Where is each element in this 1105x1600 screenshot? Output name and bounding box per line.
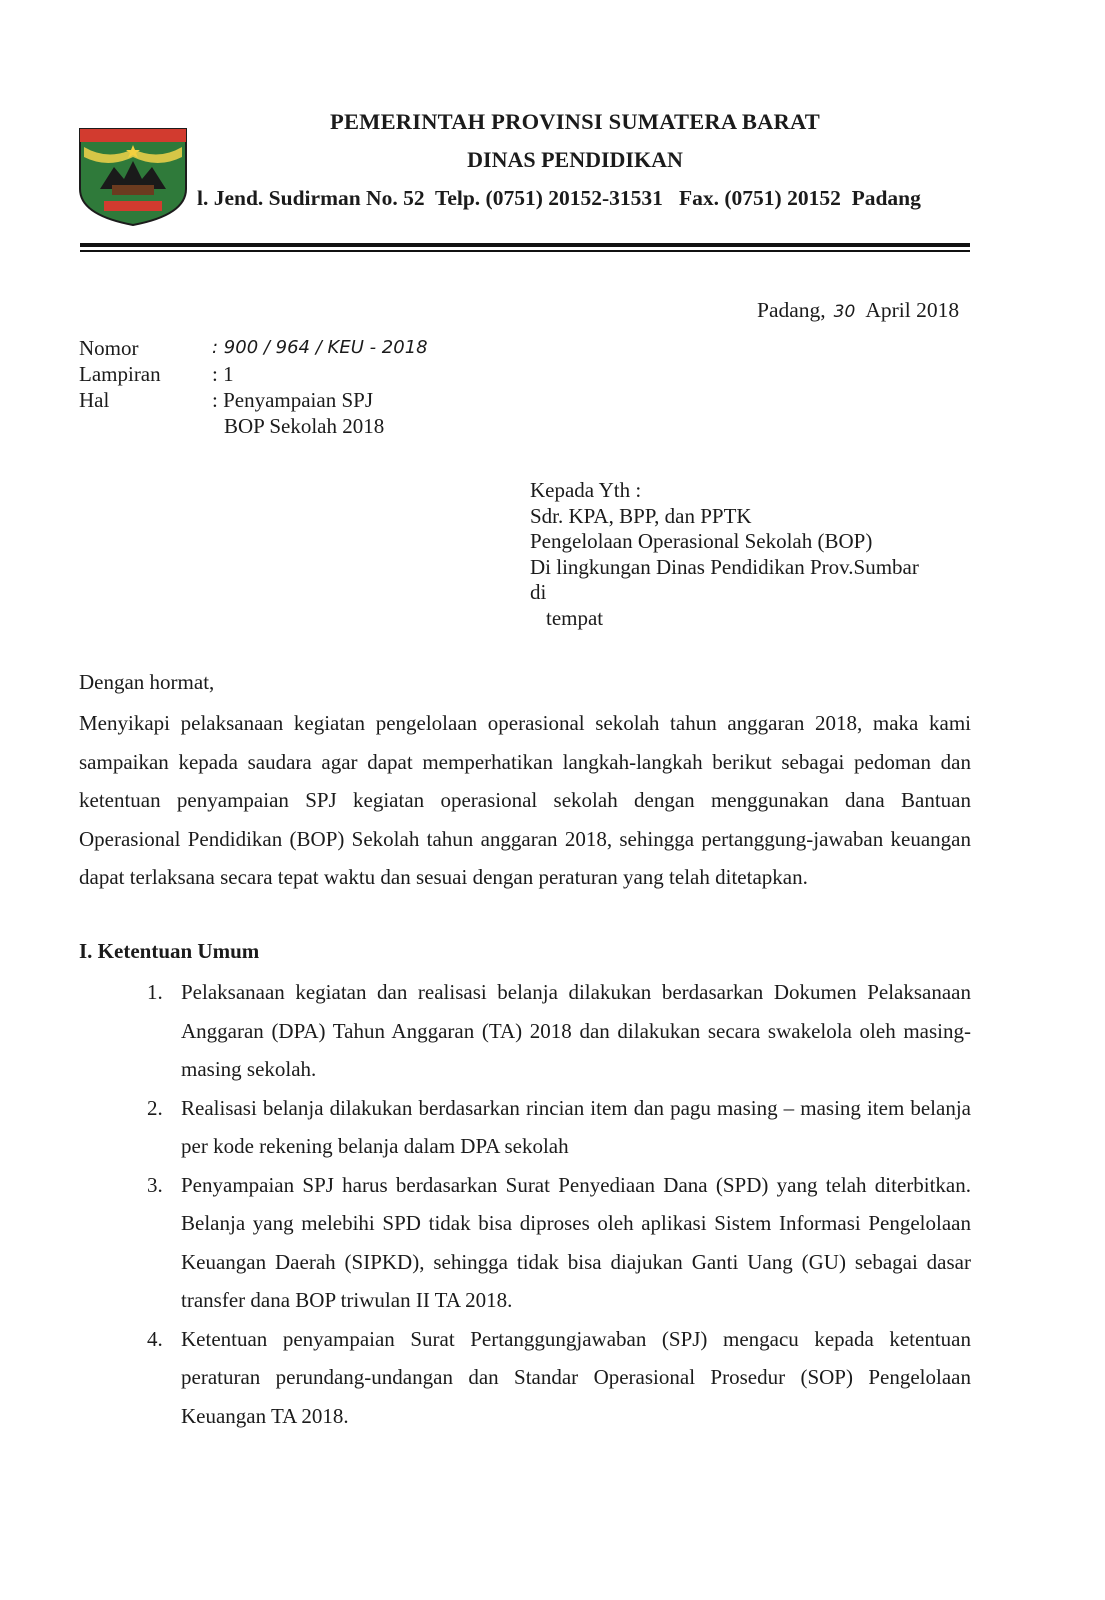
list-item-number: 3. xyxy=(147,1172,163,1197)
list-item-text: Realisasi belanja dilakukan berdasarkan rincian item dan pagu masing – masing item belanja per kode rekening belanja dalam DPA sekolah xyxy=(181,1095,971,1158)
list-item-number: 4. xyxy=(147,1326,163,1351)
lampiran-value: : 1 xyxy=(212,362,234,386)
body-paragraph: Menyikapi pelaksanaan kegiatan pengelolaan operasional sekolah tahun anggaran 2018, maka kami sampaikan kepada saudara agar dapat memperhatikan langkah-langkah berikut sebagai pedoman dan ketentuan penyampaian SPJ kegiatan operasional sekolah dengan menggunakan dana Bantuan Operasional Pendidikan (BOP) Sekolah tahun anggaran 2018, sehingga pertanggung-jawaban keuangan dapat terlaksana secara tepat waktu dan sesuai dengan peraturan yang telah ditetapkan. xyxy=(79,711,971,889)
letter-body xyxy=(79,668,971,897)
list-item xyxy=(79,1089,971,1166)
address-line: Kepada Yth : xyxy=(530,478,642,502)
list-item xyxy=(79,973,971,1089)
list-item-number: 2. xyxy=(147,1095,163,1120)
list-item xyxy=(79,1320,971,1436)
letterhead-address: l. Jend. Sudirman No. 52 Telp. (0751) 20152-31531 Fax. (0751) 20152 Padang xyxy=(197,186,921,210)
lampiran-label: Lampiran xyxy=(79,362,161,386)
address-line: Sdr. KPA, BPP, dan PPTK xyxy=(530,503,752,528)
list-item-text: Penyampaian SPJ harus berdasarkan Surat Penyediaan Dana (SPD) yang telah diterbitkan. Belanja yang melebihi SPD tidak bisa diproses oleh aplikasi Sistem Informasi Pengelolaan Keuangan Daerah (SIPKD), sehingga tidak bisa diajukan Ganti Uang (GU) sebagai dasar transfer dana BOP triwulan II TA 2018. xyxy=(181,1172,971,1312)
nomor-label: Nomor xyxy=(79,336,139,360)
nomor-value-handwritten: : 900 / 964 / KEU - 2018 xyxy=(212,337,428,358)
recipient-address xyxy=(530,478,919,632)
date-place: Padang, xyxy=(757,298,826,322)
section-general-provisions xyxy=(79,937,971,1435)
letterhead-government-name: PEMERINTAH PROVINSI SUMATERA BARAT xyxy=(330,109,820,134)
province-emblem-logo xyxy=(78,127,188,227)
address-line: di xyxy=(530,580,547,605)
letter-date xyxy=(757,298,959,323)
hal-label: Hal xyxy=(79,388,110,412)
provisions-list xyxy=(79,973,971,1435)
hal-value-continued: BOP Sekolah 2018 xyxy=(224,414,385,438)
date-day-handwritten: 30 xyxy=(833,302,856,322)
date-month-year: April 2018 xyxy=(865,298,960,322)
address-line: tempat xyxy=(546,605,604,630)
address-line: Di lingkungan Dinas Pendidikan Prov.Sumbar xyxy=(530,554,919,579)
letterhead-divider-thick xyxy=(80,243,970,247)
section-title: I. Ketentuan Umum xyxy=(79,939,260,963)
list-item-number: 1. xyxy=(147,980,163,1004)
address-line: Pengelolaan Operasional Sekolah (BOP) xyxy=(530,529,873,554)
list-item-text: Ketentuan penyampaian Surat Pertanggungjawaban (SPJ) mengacu kepada ketentuan peraturan perundang-undangan dan Standar Operasional Prosedur (SOP) Pengelolaan Keuangan TA 2018. xyxy=(181,1326,971,1428)
list-item xyxy=(79,1166,971,1320)
list-item-text: Pelaksanaan kegiatan dan realisasi belanja dilakukan berdasarkan Dokumen Pelaksanaan Anggaran (DPA) Tahun Anggaran (TA) 2018 dan dilakukan secara swakelola oleh masing-masing sekolah. xyxy=(181,980,971,1081)
hal-value: : Penyampaian SPJ xyxy=(212,388,373,412)
letterhead-office-name: DINAS PENDIDIKAN xyxy=(467,147,683,172)
greeting: Dengan hormat, xyxy=(79,670,215,694)
letterhead-divider-thin xyxy=(80,250,970,252)
